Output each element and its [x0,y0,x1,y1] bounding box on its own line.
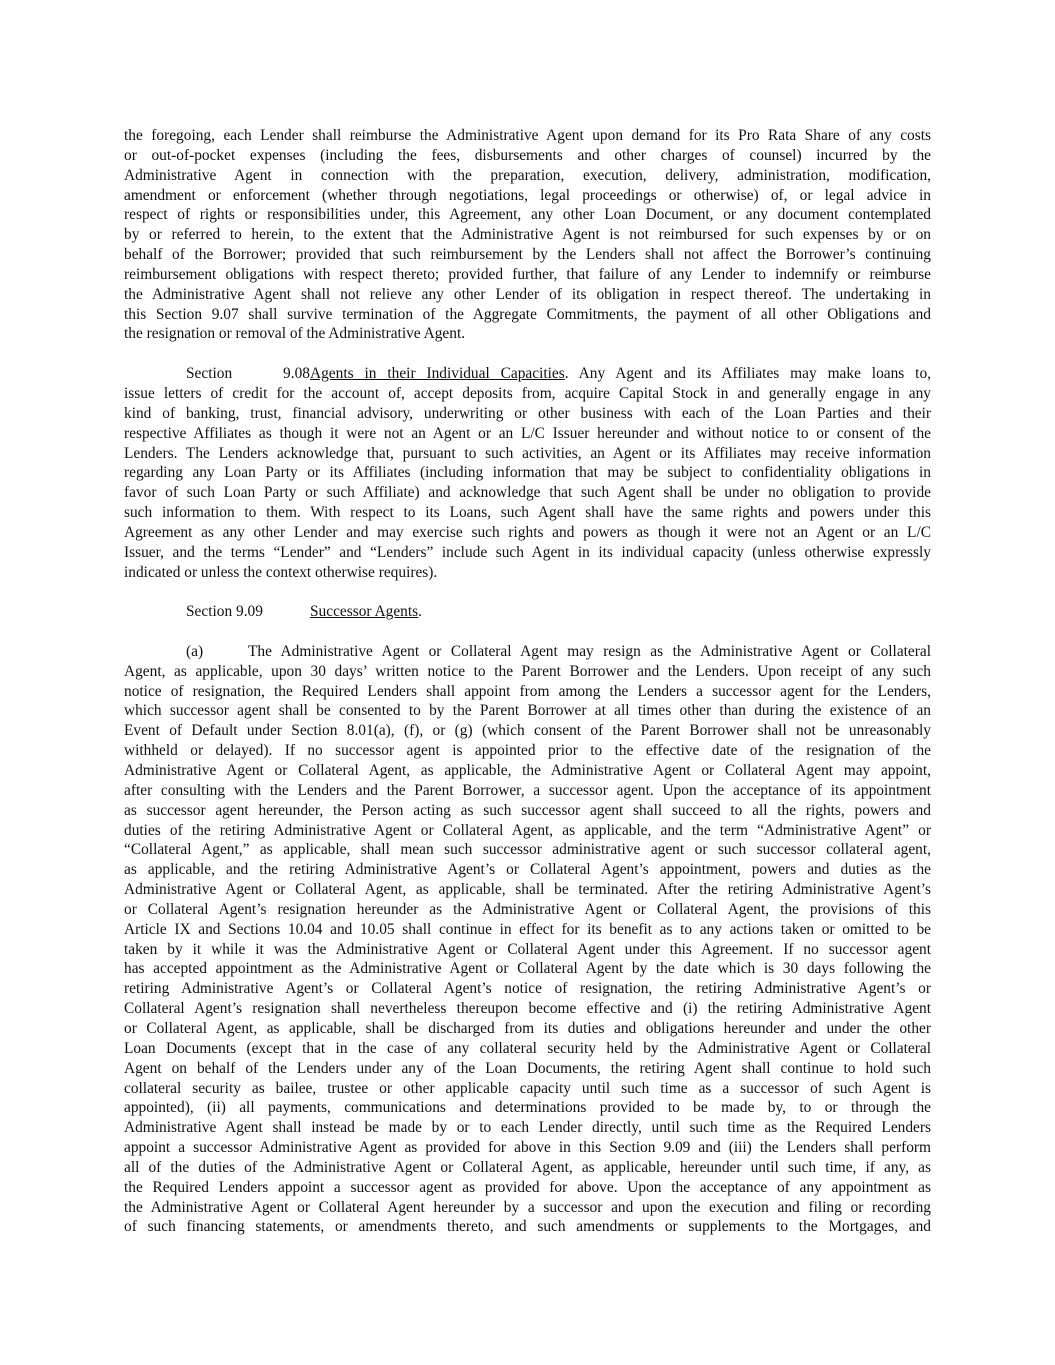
text-line: respective Affiliates as though it were not an Agent or an L/C Issuer hereunder and without notice to or consent of the [124,424,931,442]
section-9-09-heading-line [124,602,931,622]
text-line: or out-of-pocket expenses (including the fees, disbursements and other charges of counsel) incurred by the [124,146,931,164]
section-9-08 [124,364,931,582]
text-line: amendment or enforcement (whether through negotiations, legal proceedings or otherwise) of, or legal advice in [124,186,931,204]
text-line: Article IX and Sections 10.04 and 10.05 shall continue in effect for its benefit as to any actions taken or omitted to be [124,920,931,938]
text-line: Administrative Agent or Collateral Agent, as applicable, the Administrative Agent or Collateral Agent may appoint, [124,762,931,779]
section-heading: Agents in their Individual Capacities [310,365,565,383]
text-line: “Collateral Agent,” as applicable, shall mean such successor administrative agent or such successor collateral agent, [124,841,931,859]
text-line: notice of resignation, the Required Lenders shall appoint from among the Lenders a successor agent for the Lenders, [124,682,931,700]
text-line: indicated or unless the context otherwise requires). [124,563,438,581]
text-line: duties of the retiring Administrative Agent or Collateral Agent, as applicable, and the term “Administrative Agent” or [124,821,931,839]
text-line: the foregoing, each Lender shall reimburse the Administrative Agent upon demand for its Pro Rata Share of any costs [124,127,931,144]
text-line: the Administrative Agent shall not relieve any other Lender of its obligation in respect thereof. The undertaking in [124,285,931,303]
text-line: which successor agent shall be consented to by the Parent Borrower at all times other than during the existence of an [124,702,931,720]
text-line: favor of such Loan Party or such Affiliate) and acknowledge that such Agent shall be under no obligation to provide [124,484,931,502]
text-line: by or referred to herein, to the extent that the Administrative Agent is not reimbursed for such expenses by or on [124,226,931,244]
text-line: the resignation or removal of the Administrative Agent. [124,325,466,343]
text-line: retiring Administrative Agent’s or Collateral Agent’s notice of resignation, the retiring Administrative Agent’s or [124,980,931,998]
document-body [124,126,931,1257]
text-line: appointed), (ii) all payments, communications and determinations provided to be made by, to or through the [124,1099,931,1117]
section-9-09 [124,602,931,622]
text-line: Lenders. The Lenders acknowledge that, pursuant to such activities, an Agent or its Affiliates may receive information [124,444,931,462]
heading-period: . [418,603,423,621]
text-line: Agreement as any other Lender and may exercise such rights and powers as though it were not an Agent or an L/C [124,523,931,541]
paragraph-text: The Administrative Agent or Collateral Agent may resign as the Administrative Agent or Collateral [248,642,931,660]
text-line: Loan Documents (except that in the case of any collateral security held by the Administrative Agent or Collateral [124,1039,931,1057]
text-line: reimbursement obligations with respect thereto; provided further, that failure of any Lender to indemnify or reimburse [124,265,931,283]
text-line: Issuer, and the terms “Lender” and “Lenders” include such Agent in its individual capacity (unless otherwise expressly [124,543,931,561]
text-line: has accepted appointment as the Administrative Agent or Collateral Agent by the date which is 30 days following the [124,960,931,978]
text-line: or Collateral Agent’s resignation hereunder as the Administrative Agent or Collateral Agent, the provisions of this [124,900,931,918]
text-line: Administrative Agent or Collateral Agent, as applicable, shall be terminated. After the retiring Administrative Agent’s [124,881,931,899]
text-line: collateral security as bailee, trustee or other applicable capacity until such time as a successor of such Agent is [124,1079,931,1097]
text-line: Collateral Agent’s resignation shall nevertheless thereupon become effective and (i) the retiring Administrative Agent [124,1000,931,1018]
text-line: respect of rights or responsibilities under, this Agreement, any other Loan Document, or any document contemplated [124,206,931,224]
text-line: Agent on behalf of the Lenders under any of the Loan Documents, the retiring Agent shall continue to hold such [124,1059,931,1077]
text-line: Administrative Agent in connection with the preparation, execution, delivery, administration, modification, [124,166,931,184]
text-line: Agent, as applicable, upon 30 days’ written notice to the Parent Borrower and the Lenders. Upon receipt of any such [124,662,931,680]
text-line: regarding any Loan Party or its Affiliates (including information that may be subject to confidentiality obligations in [124,464,931,482]
paragraph-label: (a) [186,642,204,660]
text-line: all of the duties of the Administrative Agent or Collateral Agent, as applicable, hereunder until such time, if any, as [124,1158,931,1176]
text-line: as applicable, and the retiring Administrative Agent’s or Collateral Agent’s appointment, powers and duties as the [124,861,931,879]
text-line: or Collateral Agent, as applicable, shall be discharged from its duties and obligations hereunder and under the other [124,1019,931,1037]
section-9-08-first-line [124,364,931,384]
paragraph-reimbursement [124,126,931,344]
text-line: Administrative Agent shall instead be made by or to each Lender directly, until such time as the Required Lenders [124,1119,931,1137]
paragraph-a-first-line [124,642,931,662]
text-line: kind of banking, trust, financial advisory, underwriting or other business with each of the Loan Parties and their [124,404,931,422]
text-line: of such financing statements, or amendments thereto, and such amendments or supplements to the Mortgages, and [124,1218,931,1236]
text-line: withheld or delayed). If no successor agent is appointed prior to the effective date of the resignation of the [124,742,931,760]
text-line: appoint a successor Administrative Agent as provided for above in this Section 9.09 and (iii) the Lenders shall perform [124,1139,931,1157]
section-text: . Any Agent and its Affiliates may make loans to, [564,365,931,383]
text-line: issue letters of credit for the account of, accept deposits from, acquire Capital Stock in and generally engage in any [124,384,931,402]
text-line: as successor agent hereunder, the Person acting as such successor agent shall succeed to all the rights, powers and [124,801,931,819]
section-number: Section 9.08 [186,365,310,383]
section-number: Section 9.09 [186,603,263,621]
text-line: Event of Default under Section 8.01(a), (f), or (g) (which consent of the Parent Borrower shall not be unreasonably [124,722,931,740]
text-line: the Required Lenders appoint a successor agent as provided for above. Upon the acceptance of any appointment as [124,1178,931,1196]
text-line: behalf of the Borrower; provided that such reimbursement by the Lenders shall not affect the Borrower’s continuing [124,246,931,264]
paragraph-a [124,642,931,1237]
text-line: this Section 9.07 shall survive termination of the Aggregate Commitments, the payment of all other Obligations and [124,305,931,323]
text-line: taken by it while it was the Administrative Agent or Collateral Agent under this Agreement. If no successor agent [124,940,931,958]
text-line: such information to them. With respect to its Loans, such Agent shall have the same rights and powers under this [124,504,931,522]
section-heading: Successor Agents [310,603,419,621]
text-line: after consulting with the Lenders and the Parent Borrower, a successor agent. Upon the acceptance of its appointment [124,781,931,799]
text-line: the Administrative Agent or Collateral Agent hereunder by a successor and upon the execution and filing or recording [124,1198,931,1216]
